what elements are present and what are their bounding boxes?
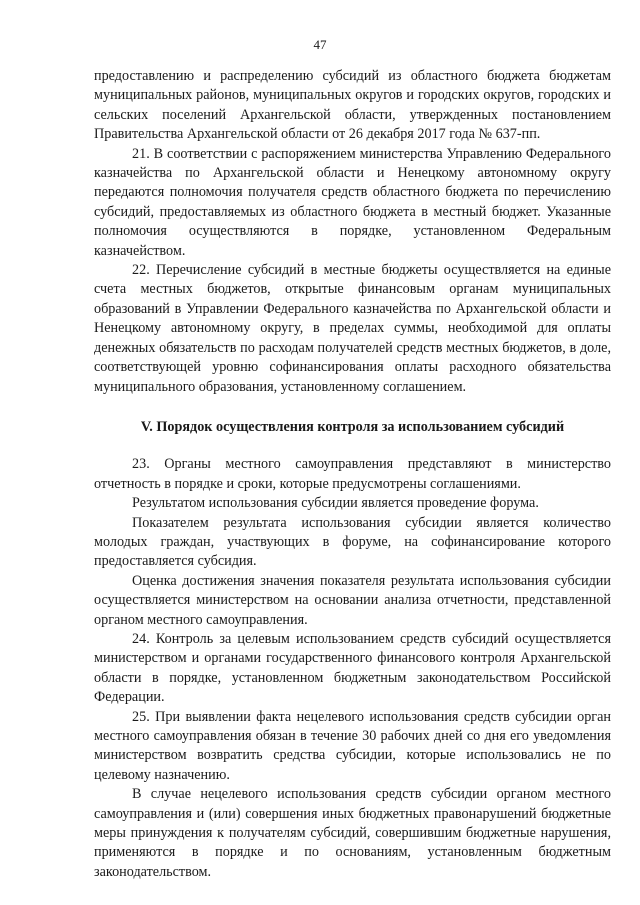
document-body xyxy=(94,67,611,882)
paragraph-24: 24. Контроль за целевым использованием средств субсидий осуществляется министерством и органами государственного финансового контроля Архангельской области в порядке, установленном бюджетным законодательством Российской Федерации. xyxy=(94,630,611,706)
paragraph-23: 23. Органы местного самоуправления представляют в министерство отчетность в порядке и сроки, которые предусмотрены соглашениями. xyxy=(94,456,611,492)
section-heading: V. Порядок осуществления контроля за использованием субсидий xyxy=(140,418,565,435)
paragraph-indicator: Показателем результата использования субсидии является количество молодых граждан, участвующих в форуме, на софинансирование которого предоставляется субсидия. xyxy=(94,514,611,570)
paragraph-25: 25. При выявлении факта нецелевого использования средств субсидии орган местного самоуправления обязан в течение 30 рабочих дней со дня его уведомления министерством возвратить средства субсидии, которые использовались не по целевому назначению. xyxy=(94,708,611,783)
paragraph-21: 21. В соответствии с распоряжением министерства Управлению Федерального казначейства по Архангельской области и Ненецкому автономному округу передаются полномочия получателя средств областного бюджета по перечислению субсидий, предоставляемых из областного бюджета в местный бюджет. Указанные полномочия осуществляются в порядке, установленном Федеральным казначейством. xyxy=(94,145,611,259)
paragraph-assessment: Оценка достижения значения показателя результата использования субсидии осуществляется министерством на основании анализа отчетности, представленной органом местного самоуправления. xyxy=(94,572,611,628)
page-number: 47 xyxy=(313,37,327,52)
paragraph-continuation: предоставлению и распределению субсидий из областного бюджета бюджетам муниципальных районов, муниципальных округов и городских округов, городских и сельских поселений Архангельской области, утвержденных постановлением Правительства Архангельской области от 26 декабря 2017 года № 637-пп. xyxy=(94,68,611,143)
paragraph-result: Результатом использования субсидии является проведение форума. xyxy=(132,495,539,512)
paragraph-misuse: В случае нецелевого использования средств субсидии органом местного самоуправления и (или) совершения иных бюджетных правонарушений бюджетные меры принуждения к получателям субсидий, совершившим бюджетные нарушения, применяются в порядке и по основаниям, установленным бюджетным законодательством. xyxy=(94,786,611,880)
paragraph-22: 22. Перечисление субсидий в местные бюджеты осуществляется на единые счета местных бюджетов, открытые финансовым органам муниципальных образований в Управлении Федерального казначейства по Архангельской области и Ненецкому автономному округу, в пределах суммы, необходимой для оплаты денежных обязательств по расходам получателей средств местных бюджетов, в доле, соответствующей уровню софинансирования оплаты расходного обязательства муниципального образования, установленному соглашением. xyxy=(94,262,611,395)
